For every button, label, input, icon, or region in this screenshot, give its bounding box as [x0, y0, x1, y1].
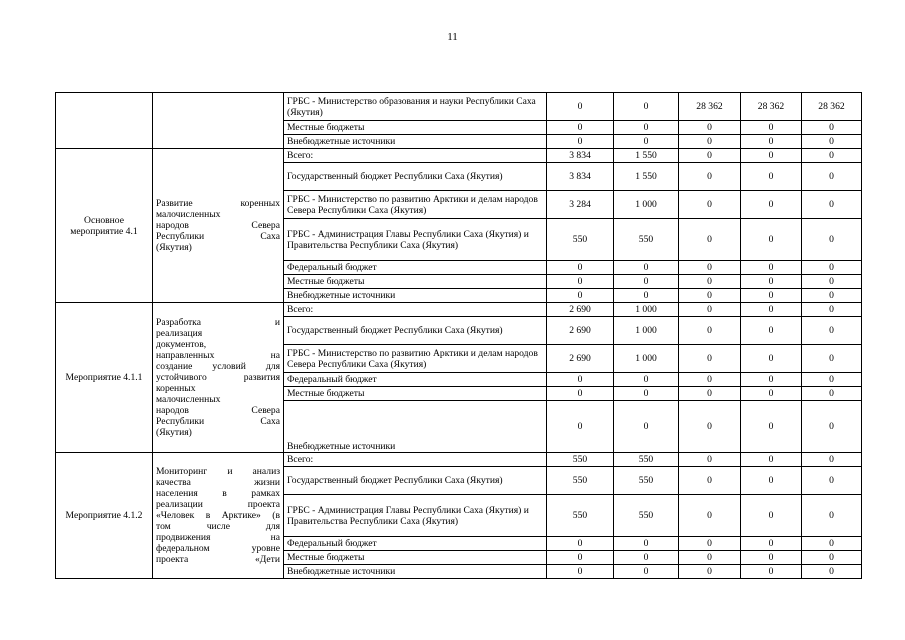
amount-cell: 0: [614, 135, 679, 149]
amount-cell: 1 000: [614, 317, 679, 345]
amount-cell: 0: [547, 373, 614, 387]
amount-cell: 2 690: [547, 345, 614, 373]
amount-cell: 0: [802, 401, 862, 453]
amount-cell: 0: [802, 467, 862, 495]
funding-source-cell: Местные бюджеты: [284, 275, 547, 289]
description-line: населения в рамках: [156, 488, 280, 499]
amount-cell: 0: [547, 121, 614, 135]
event-description-cell: [153, 93, 284, 149]
description-line: Развитие коренных: [156, 198, 280, 209]
funding-source-cell: ГРБС - Администрация Главы Республики Саха (Якутия) и Правительства Республики Саха (Якутия): [284, 495, 547, 537]
amount-cell: 0: [547, 401, 614, 453]
description-line: (Якутия): [156, 427, 192, 438]
amount-cell: 0: [679, 453, 741, 467]
funding-source-cell: ГРБС - Администрация Главы Республики Саха (Якутия) и Правительства Республики Саха (Якутия): [284, 219, 547, 261]
amount-cell: 0: [802, 373, 862, 387]
funding-source-cell: Государственный бюджет Республики Саха (Якутия): [284, 467, 547, 495]
description-line: Разработка и: [156, 317, 280, 328]
amount-cell: 0: [679, 565, 741, 579]
amount-cell: 0: [679, 373, 741, 387]
amount-cell: 0: [802, 495, 862, 537]
amount-cell: 550: [614, 219, 679, 261]
event-name-cell: [56, 93, 153, 149]
amount-cell: 0: [802, 289, 862, 303]
funding-source-cell: Местные бюджеты: [284, 121, 547, 135]
description-line: продвижения на: [156, 532, 280, 543]
amount-cell: 0: [802, 387, 862, 401]
funding-source-cell: Внебюджетные источники: [284, 135, 547, 149]
amount-cell: 0: [679, 191, 741, 219]
description-line: направленных на: [156, 350, 280, 361]
amount-cell: 0: [614, 289, 679, 303]
amount-cell: 0: [741, 163, 802, 191]
description-line: реализации проекта: [156, 499, 280, 510]
event-name-cell: Мероприятие 4.1.1: [56, 303, 153, 453]
amount-cell: 1 550: [614, 149, 679, 163]
amount-cell: 0: [741, 401, 802, 453]
amount-cell: 0: [741, 467, 802, 495]
amount-cell: 0: [679, 275, 741, 289]
amount-cell: 0: [614, 551, 679, 565]
amount-cell: 1 550: [614, 163, 679, 191]
description-line: малочисленных: [156, 209, 221, 220]
amount-cell: 28 362: [802, 93, 862, 121]
amount-cell: 0: [614, 565, 679, 579]
amount-cell: 0: [547, 93, 614, 121]
amount-cell: 0: [741, 275, 802, 289]
amount-cell: 3 834: [547, 149, 614, 163]
table-row: [56, 149, 862, 163]
funding-source-cell: Всего:: [284, 453, 547, 467]
amount-cell: 0: [679, 121, 741, 135]
funding-source-cell: Всего:: [284, 303, 547, 317]
amount-cell: 0: [679, 387, 741, 401]
amount-cell: 0: [741, 261, 802, 275]
funding-source-cell: Федеральный бюджет: [284, 373, 547, 387]
funding-source-cell: Государственный бюджет Республики Саха (Якутия): [284, 163, 547, 191]
amount-cell: 0: [547, 135, 614, 149]
funding-source-cell: Местные бюджеты: [284, 387, 547, 401]
funding-source-cell: ГРБС - Министерство по развитию Арктики и делам народов Севера Республики Саха (Якутия): [284, 345, 547, 373]
amount-cell: 1 000: [614, 191, 679, 219]
description-line: коренных: [156, 383, 196, 394]
funding-source-cell: Всего:: [284, 149, 547, 163]
amount-cell: 0: [741, 453, 802, 467]
budget-table: [55, 92, 862, 579]
description-line: устойчивого развития: [156, 372, 280, 383]
amount-cell: 0: [802, 149, 862, 163]
amount-cell: 0: [679, 345, 741, 373]
amount-cell: 550: [614, 495, 679, 537]
amount-cell: 0: [679, 149, 741, 163]
amount-cell: 550: [614, 467, 679, 495]
amount-cell: 0: [614, 261, 679, 275]
amount-cell: 0: [679, 135, 741, 149]
amount-cell: 0: [741, 387, 802, 401]
amount-cell: 0: [547, 565, 614, 579]
amount-cell: 0: [741, 565, 802, 579]
funding-source-cell: Федеральный бюджет: [284, 261, 547, 275]
amount-cell: 0: [547, 261, 614, 275]
amount-cell: 0: [802, 275, 862, 289]
amount-cell: 0: [741, 495, 802, 537]
description-line: федеральном уровне: [156, 543, 280, 554]
event-name-cell: Основное мероприятие 4.1: [56, 149, 153, 303]
amount-cell: 0: [679, 537, 741, 551]
amount-cell: 0: [741, 219, 802, 261]
table-row: [56, 453, 862, 467]
amount-cell: 0: [802, 219, 862, 261]
amount-cell: 0: [679, 163, 741, 191]
amount-cell: 0: [741, 303, 802, 317]
amount-cell: 0: [802, 303, 862, 317]
amount-cell: 0: [679, 261, 741, 275]
amount-cell: 0: [614, 537, 679, 551]
amount-cell: 0: [547, 387, 614, 401]
budget-table-body: [56, 93, 862, 579]
amount-cell: 0: [741, 135, 802, 149]
description-line: народов Севера: [156, 220, 280, 231]
description-line: реализация: [156, 328, 203, 339]
description-line: проекта «Дети: [156, 554, 280, 565]
funding-source-cell: Внебюджетные источники: [284, 401, 547, 453]
amount-cell: 0: [679, 467, 741, 495]
amount-cell: 0: [802, 453, 862, 467]
amount-cell: 0: [679, 551, 741, 565]
amount-cell: 0: [741, 289, 802, 303]
description-line: малочисленных: [156, 394, 221, 405]
amount-cell: 0: [802, 317, 862, 345]
description-line: документов,: [156, 339, 207, 350]
amount-cell: 0: [802, 261, 862, 275]
description-line: Республики Саха: [156, 231, 280, 242]
description-line: качества жизни: [156, 477, 280, 488]
amount-cell: 550: [547, 219, 614, 261]
funding-source-cell: Государственный бюджет Республики Саха (Якутия): [284, 317, 547, 345]
amount-cell: 0: [802, 191, 862, 219]
amount-cell: 550: [547, 453, 614, 467]
amount-cell: 2 690: [547, 303, 614, 317]
amount-cell: 0: [547, 275, 614, 289]
funding-source-cell: Внебюджетные источники: [284, 565, 547, 579]
amount-cell: 1 000: [614, 303, 679, 317]
funding-source-cell: Местные бюджеты: [284, 551, 547, 565]
amount-cell: 0: [741, 537, 802, 551]
amount-cell: 0: [614, 275, 679, 289]
amount-cell: 0: [741, 345, 802, 373]
amount-cell: 2 690: [547, 317, 614, 345]
amount-cell: 0: [547, 537, 614, 551]
amount-cell: 3 284: [547, 191, 614, 219]
funding-source-cell: Внебюджетные источники: [284, 289, 547, 303]
page-number: 11: [447, 31, 458, 43]
amount-cell: 0: [802, 565, 862, 579]
amount-cell: 0: [614, 121, 679, 135]
amount-cell: 0: [679, 401, 741, 453]
amount-cell: 0: [614, 387, 679, 401]
amount-cell: 0: [547, 289, 614, 303]
event-name-cell: Мероприятие 4.1.2: [56, 453, 153, 579]
amount-cell: 3 834: [547, 163, 614, 191]
amount-cell: 550: [547, 495, 614, 537]
amount-cell: 0: [802, 163, 862, 191]
amount-cell: 0: [802, 537, 862, 551]
amount-cell: 0: [614, 93, 679, 121]
amount-cell: 0: [741, 121, 802, 135]
event-description-cell: [153, 303, 284, 453]
amount-cell: 0: [802, 551, 862, 565]
description-line: Республики Саха: [156, 416, 280, 427]
amount-cell: 0: [802, 135, 862, 149]
event-description-cell: [153, 149, 284, 303]
amount-cell: 0: [614, 373, 679, 387]
amount-cell: 0: [547, 551, 614, 565]
amount-cell: 0: [802, 121, 862, 135]
amount-cell: 0: [741, 551, 802, 565]
description-line: (Якутия): [156, 242, 192, 253]
amount-cell: 0: [614, 401, 679, 453]
description-line: народов Севера: [156, 405, 280, 416]
amount-cell: 0: [741, 149, 802, 163]
amount-cell: 0: [741, 317, 802, 345]
amount-cell: 28 362: [741, 93, 802, 121]
amount-cell: 0: [679, 303, 741, 317]
description-line: том числе для: [156, 521, 280, 532]
table-row: [56, 93, 862, 121]
amount-cell: 1 000: [614, 345, 679, 373]
amount-cell: 28 362: [679, 93, 741, 121]
funding-source-cell: Федеральный бюджет: [284, 537, 547, 551]
table-row: [56, 303, 862, 317]
amount-cell: 550: [547, 467, 614, 495]
amount-cell: 0: [679, 289, 741, 303]
amount-cell: 550: [614, 453, 679, 467]
amount-cell: 0: [679, 495, 741, 537]
funding-source-cell: ГРБС - Министерство по развитию Арктики и делам народов Севера Республики Саха (Якутия): [284, 191, 547, 219]
amount-cell: 0: [679, 317, 741, 345]
amount-cell: 0: [741, 373, 802, 387]
description-line: Мониторинг и анализ: [156, 466, 280, 477]
amount-cell: 0: [679, 219, 741, 261]
event-description-cell: [153, 453, 284, 579]
amount-cell: 0: [741, 191, 802, 219]
funding-source-cell: ГРБС - Министерство образования и науки Республики Саха (Якутия): [284, 93, 547, 121]
amount-cell: 0: [802, 345, 862, 373]
description-line: «Человек в Арктике» (в: [156, 510, 280, 521]
description-line: создание условий для: [156, 361, 280, 372]
